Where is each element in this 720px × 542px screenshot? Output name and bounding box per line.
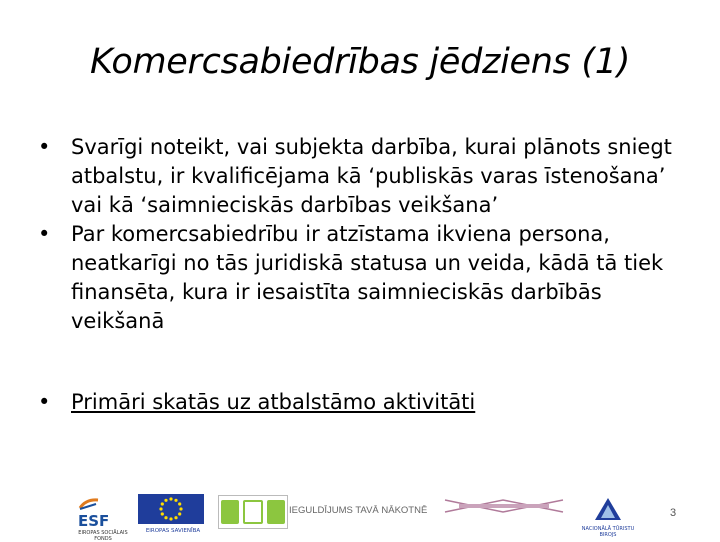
bullet-text-underlined: Primāri skatās uz atbalstāmo aktivitāti: [71, 390, 476, 414]
eu-caption: EIROPAS SAVIENĪBA: [145, 528, 201, 534]
esf-logo-text: ESF: [78, 512, 110, 530]
program-logo-icon: [243, 500, 263, 524]
bullet-list: [38, 133, 678, 417]
eu-stars-icon: [138, 494, 204, 524]
bullet-text: Par komercsabiedrību ir atzīstama ikviena persona, neatkarīgi no tās juridiskā statusa un veida, kādā tā tiek finansēta, kura ir iesaistīta saimnieciskās darbībās veikšanā: [71, 222, 664, 333]
bullet-dot: •: [38, 222, 51, 246]
bullet-item: [38, 133, 678, 220]
esf-caption: EIROPAS SOCIĀLAIS FONDS: [78, 530, 128, 542]
bullet-text: Svarīgi noteikt, vai subjekta darbība, kurai plānots sniegt atbalstu, ir kvalificējama kā ‘publiskās varas īstenošana’ vai kā ‘saimnieciskās darbības veikšana’: [71, 135, 672, 217]
eu-logo: [138, 494, 208, 540]
esf-logo-mark: [78, 494, 128, 530]
office-caption: NACIONĀLĀ TŪRISTU BIROJS: [581, 526, 635, 538]
bullet-item: [38, 388, 678, 417]
ornament-icon: [443, 496, 565, 516]
bullet-item: [38, 220, 678, 336]
bullet-dot: •: [38, 135, 51, 159]
esf-logo: [78, 494, 128, 540]
tourism-office-logo: [578, 496, 638, 540]
bullet-dot: •: [38, 390, 51, 414]
footer-logos: [0, 490, 720, 540]
page-number: 3: [670, 507, 677, 519]
ornament-banner-logo: [443, 496, 565, 516]
eu-flag-icon: [138, 494, 204, 524]
triangle-logo-icon: [593, 496, 623, 522]
esf-swoosh-icon: [78, 497, 100, 511]
program-logo-icon: [221, 500, 239, 524]
slide-title: Komercsabiedrības jēdziens (1): [89, 42, 631, 82]
program-logo: [218, 495, 288, 529]
slogan-text: IEGULDĪJUMS TAVĀ NĀKOTNĒ: [289, 505, 428, 516]
program-logo-icon: [267, 500, 285, 524]
